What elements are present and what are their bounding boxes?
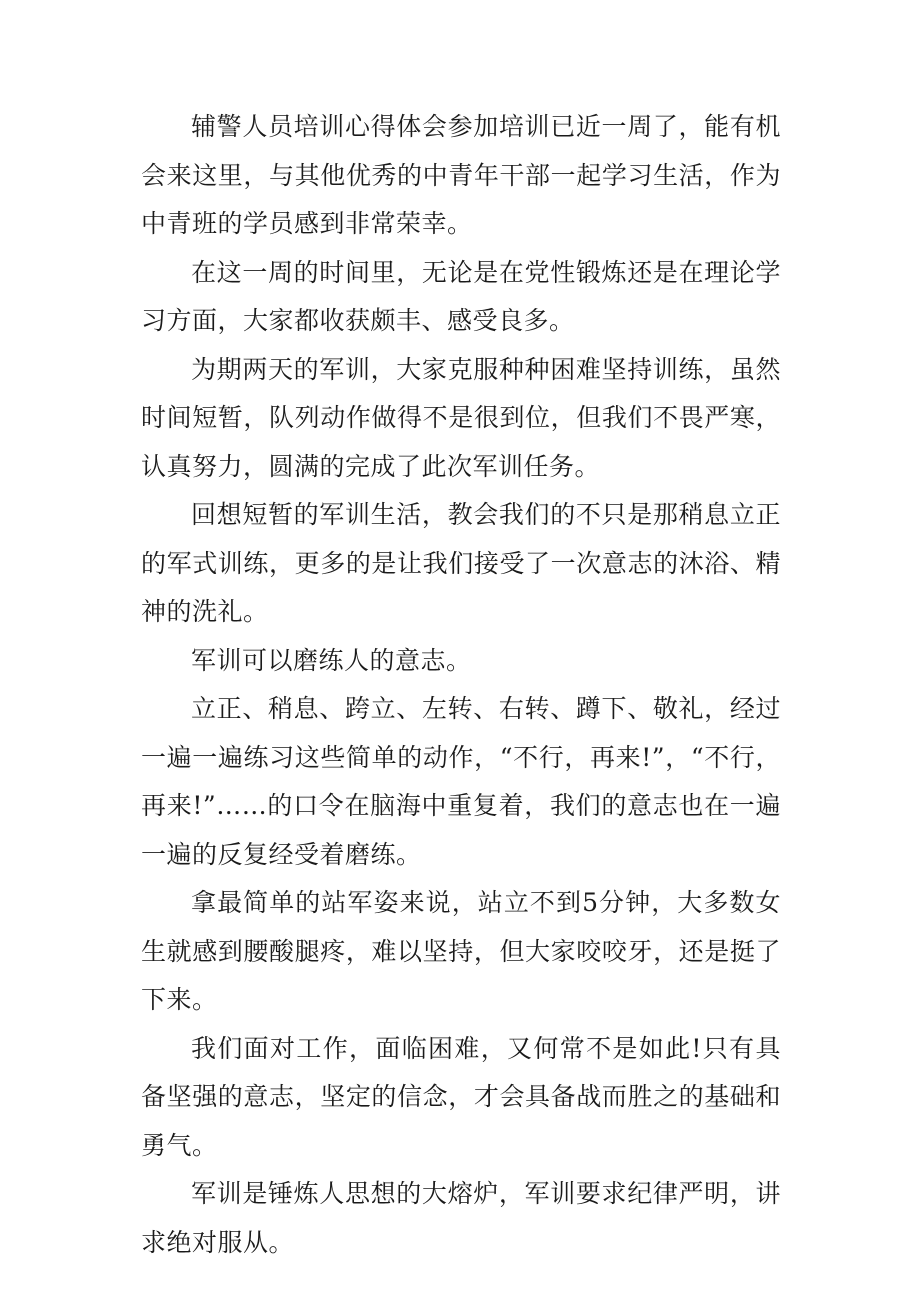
paragraph-9: 军训是锤炼人思想的大熔炉，军训要求纪律严明，讲求绝对服从。	[141, 1179, 781, 1257]
paragraph-2: 在这一周的时间里，无论是在党性锻炼还是在理论学习方面，大家都收获颇丰、感受良多。	[141, 257, 781, 335]
paragraph-6: 立正、稍息、跨立、左转、右转、蹲下、敬礼，经过一遍一遍练习这些简单的动作，“不行，再来!”，“不行，再来!”……的口令在脑海中重复着，我们的意志也在一遍一遍的反复经受着磨练。	[141, 694, 781, 869]
paragraph-4: 回想短暂的军训生活，教会我们的不只是那稍息立正的军式训练，更多的是让我们接受了一次意志的沐浴、精神的洗礼。	[141, 500, 781, 626]
paragraph-1: 辅警人员培训心得体会参加培训已近一周了，能有机会来这里，与其他优秀的中青年干部一起学习生活，作为中青班的学员感到非常荣幸。	[141, 112, 781, 238]
paragraph-8: 我们面对工作，面临困难，又何常不是如此!只有具备坚强的意志，坚定的信念，才会具备战而胜之的基础和勇气。	[141, 1033, 781, 1160]
document-body	[141, 103, 781, 1267]
paragraph-3: 为期两天的军训，大家克服种种困难坚持训练，虽然时间短暂，队列动作做得不是很到位，但我们不畏严寒，认真努力，圆满的完成了此次军训任务。	[141, 354, 781, 481]
paragraph-7: 拿最简单的站军姿来说，站立不到5分钟，大多数女生就感到腰酸腿疼，难以坚持，但大家咬咬牙，还是挺了下来。	[141, 888, 781, 1014]
paragraph-5: 军训可以磨练人的意志。	[191, 645, 472, 675]
